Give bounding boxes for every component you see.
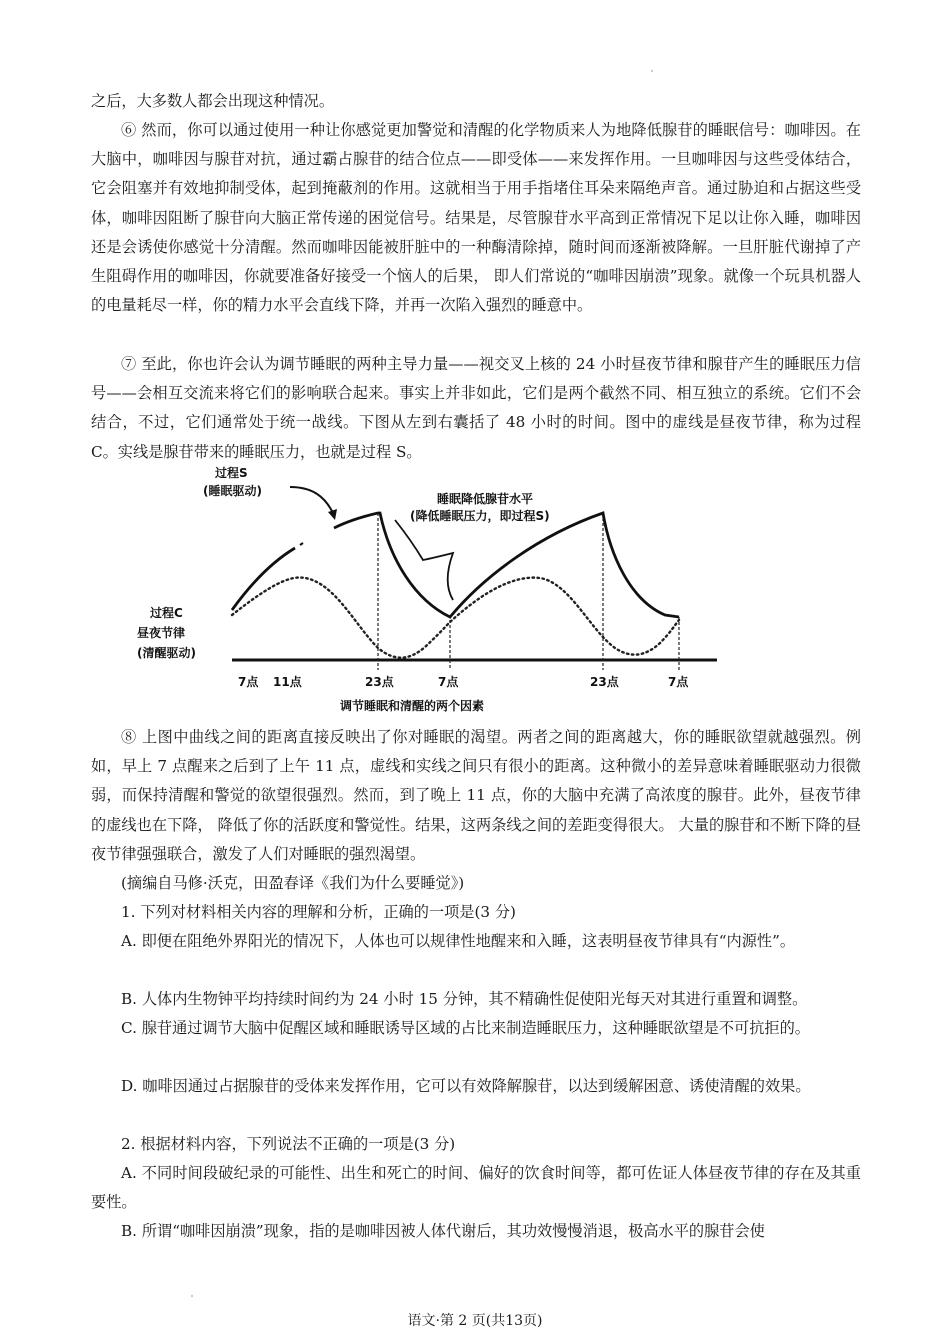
- paragraph-6: ⑥ 然而，你可以通过使用一种让你感觉更加警觉和清醒的化学物质来人为地降低腺苷的睡眠信号：咖啡因。在大脑中，咖啡因与腺苷对抗，通过霸占腺苷的结合位点——即受体——来发挥作用。一旦咖啡因与这些受体结合， 它会阻塞并有效地抑制受体，起到掩蔽剂的作用。这就相当于用手指堵住耳朵来隔绝声音。通过胁迫和占据这些受体，咖啡因阻断了腺苷向大脑正常传递的困觉信号。结果是，尽管腺苷水平高到正常情况下足以让你入睡，咖啡因还是会诱使你感觉十分清醒。然而咖啡因能被肝脏中的一种酶清除掉，随时间而逐渐被降解。一旦肝脏代谢掉了产生阻碍作用的咖啡因，你就要准备好接受一个恼人的后果， 即人们常说的“咖啡因崩溃”现象。就像一个玩具机器人的电量耗尽一样，你的精力水平会直线下降，并再一次陷入强烈的睡意中。: [91, 121, 861, 315]
- label-process-c-2: 昼夜节律: [137, 626, 186, 640]
- label-process-s-title: 过程S: [215, 466, 248, 480]
- process-s-gap-dash: [300, 543, 303, 545]
- chart-caption: 调节睡眠和清醒的两个因素: [340, 699, 485, 713]
- source-citation: (摘编自马修·沃克，田盈春译《我们为什么要睡觉》): [121, 874, 465, 892]
- tick-label-23h-1: 23点: [365, 675, 394, 689]
- sleep-callout-tail: [395, 520, 453, 600]
- label-process-c-3: (清醒驱动): [137, 646, 196, 660]
- label-process-c-1: 过程C: [150, 606, 183, 620]
- question-1-option-d: D. 咖啡因通过占据腺苷的受体来发挥作用，它可以有效降解腺苷，以达到缓解困意、诱使清醒的效果。: [121, 1077, 811, 1095]
- tick-label-7h-3: 7点: [668, 675, 689, 689]
- question-1-option-b: B. 人体内生物钟平均持续时间约为 24 小时 15 分钟，其不精确性促使阳光每天对其进行重置和调整。: [121, 990, 808, 1008]
- scan-speck: [651, 70, 653, 72]
- tick-label-7h: 7点: [238, 675, 259, 689]
- paragraph-7: ⑦ 至此，你也许会认为调节睡眠的两种主导力量——视交叉上核的 24 小时昼夜节律和腺苷产生的睡眠压力信号——会相互交流来将它们的影响联合起来。事实上并非如此，它们是两个截然不同、相互独立的系统。它们不会结合，不过，它们通常处于统一战线。下图从左到右囊括了 48 小时的时间。图中的虚线是昼夜节律，称为过程 C。实线是腺苷带来的睡眠压力，也就是过程 S。: [91, 355, 861, 461]
- question-1-option-a: A. 即便在阻绝外界阳光的情况下，人体也可以规律性地醒来和入睡，这表明昼夜节律具有“内源性”。: [121, 932, 796, 950]
- paragraph-intro: 之后，大多数人都会出现这种情况。: [91, 92, 334, 110]
- tick-label-23h-2: 23点: [590, 675, 619, 689]
- label-sleep-1: 睡眠降低腺苷水平: [437, 492, 534, 506]
- tick-label-11h: 11点: [273, 675, 302, 689]
- sleep-factors-chart: [137, 465, 725, 720]
- scan-speck: [191, 1295, 193, 1297]
- paragraph-8: ⑧ 上图中曲线之间的距离直接反映出了你对睡眠的渴望。两者之间的距离越大，你的睡眠欲望就越强烈。例如，早上 7 点醒来之后到了上午 11 点，虚线和实线之间只有很小的距离。这种微小的差异意味着睡眠驱动力很微弱，而保持清醒和警觉的欲望很强烈。然而，到了晚上 11 点，你的大脑中充满了高浓度的腺苷。此外，昼夜节律的虚线也在下降， 降低了你的活跃度和警觉性。结果，这两条线之间的差距变得很大。 大量的腺苷和不断下降的昼夜节律强强联合，激发了人们对睡眠的强烈渴望。: [91, 728, 861, 863]
- question-1-option-c: C. 腺苷通过调节大脑中促醒区域和睡眠诱导区域的占比来制造睡眠压力，这种睡眠欲望是不可抗拒的。: [121, 1019, 810, 1037]
- question-2-option-a: A. 不同时间段破纪录的可能性、出生和死亡的时间、偏好的饮食时间等，都可佐证人体昼夜节律的存在及其重要性。: [91, 1164, 861, 1212]
- question-2-stem: 2. 根据材料内容，下列说法不正确的一项是(3 分): [121, 1135, 456, 1153]
- process-s-arrow: [290, 487, 333, 513]
- tick-label-7h-2: 7点: [438, 675, 459, 689]
- process-s-arrowhead-icon: [328, 509, 337, 520]
- question-2-option-b: B. 所谓“咖啡因崩溃”现象，指的是咖啡因被人体代谢后，其功效慢慢消退，极高水平的腺苷会使: [121, 1222, 765, 1240]
- label-sleep-2: (降低睡眠压力，即过程S): [410, 509, 550, 523]
- process-c-curve: [232, 577, 679, 657]
- label-process-s-sub: (睡眠驱动): [203, 484, 262, 498]
- process-s-curve: [334, 513, 679, 617]
- process-s-curve-start: [232, 548, 295, 610]
- page-footer: 语文·第 2 页(共13页): [407, 1313, 543, 1329]
- question-1-stem: 1. 下列对材料相关内容的理解和分析，正确的一项是(3 分): [121, 903, 516, 921]
